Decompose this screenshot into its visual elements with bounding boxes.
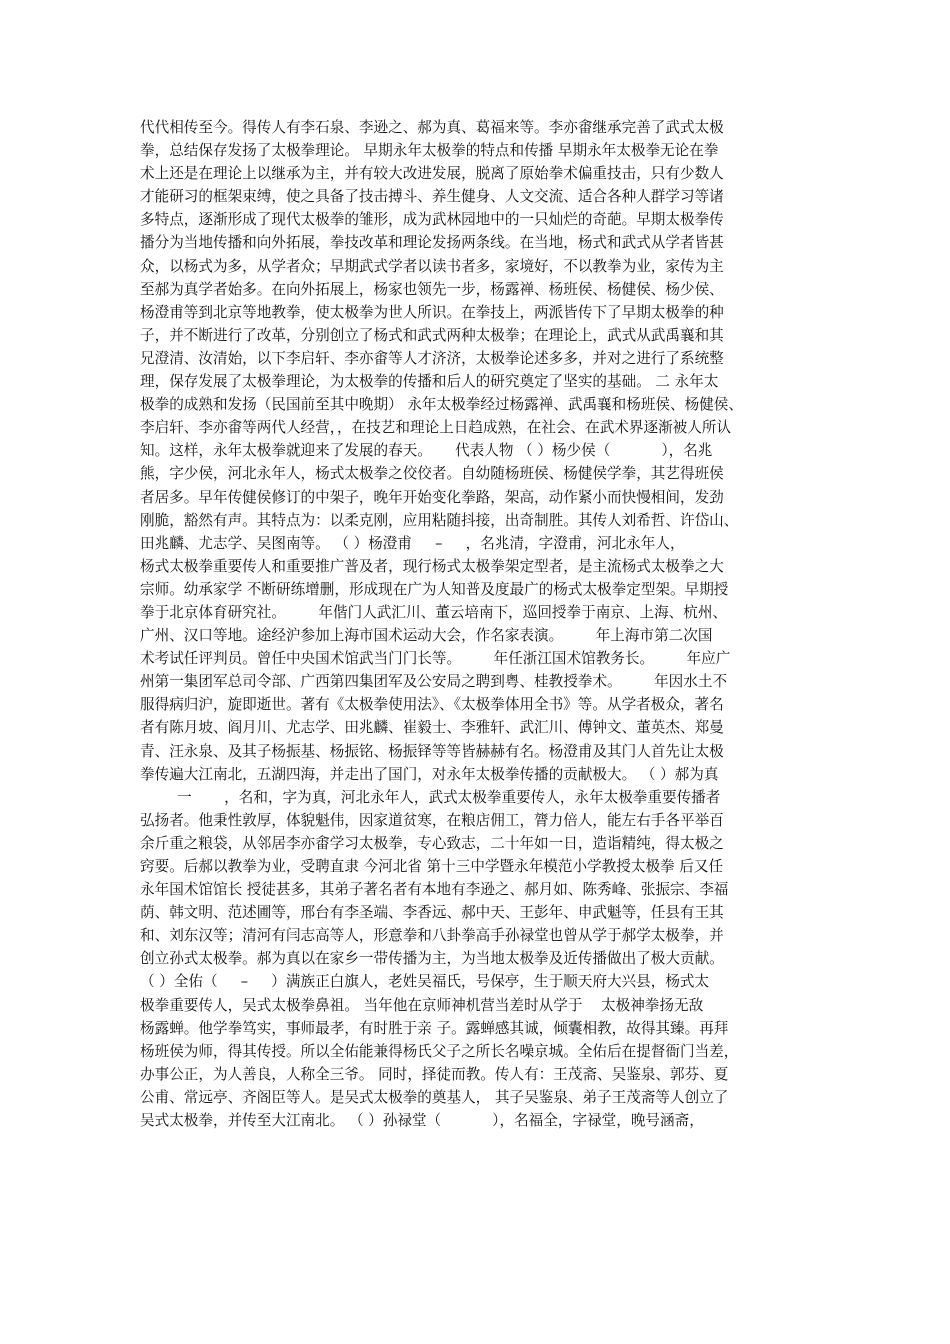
text-line: 拳，总结保存发扬了太极拳理论。 早期永年太极拳的特点和传播 早期永年太极拳无论在拳	[140, 142, 719, 160]
text-line: 永年国术馆馆长 授徒甚多，其弟子著名者有本地有李逊之、郝月如、陈秀峰、张振宗、李福	[140, 881, 729, 899]
text-line: 创立孙式太极拳。郝为真以在家乡一带传播为主，为当地太极拳及近传播做出了极大贡献。	[140, 950, 724, 968]
text-line: 拳传遍大江南北，五湖四海，并走出了国门，对永年太极拳传播的贡献极大。 （ ）郝为真	[140, 765, 719, 783]
text-line: 众，以杨式为多，从学者众；早期武式学者以读书者多，家境好，不以教拳为业，家传为主	[140, 257, 724, 275]
text-line: 者居多。早年传健侯修订的中架子，晚年开始变化拳路，架高，动作紧小而快慢相间，发劲	[140, 488, 724, 506]
text-line: 吴式太极拳，并传至大江南北。 （ ）孙禄堂（ ），名福全，字禄堂，晚号涵斋，	[140, 1112, 704, 1130]
text-line: 杨式太极拳重要传人和重要推广普及者，现行杨式太极拳架定型者，是主流杨式太极拳之大	[140, 557, 724, 575]
text-line: 播分为当地传播和向外拓展，拳技改革和理论发扬两条线。在当地，杨式和武式从学者皆甚	[140, 234, 724, 252]
text-line: 和、刘东汉等；清河有闫志高等人，形意拳和八卦拳高手孙禄堂也曾从学于郝学太极拳，并	[140, 927, 724, 945]
text-line: 术上还是在理论上以继承为主，并有较大改进发展，脱离了原始拳术偏重技击，只有少数人	[140, 165, 724, 183]
text-line: （ ）全佑（ – ）满族正白旗人，老姓吴福氏，号保亭，生于顺天府大兴县，杨式太	[140, 973, 710, 991]
text-line: 窍要。后郝以教拳为业，受聘直隶 今河北省 第十三中学暨永年模范小学教授太极拳 后又任	[140, 858, 724, 875]
text-line: 兄澄清、汝清始，以下李启轩、李亦畬等人才济济，太极拳论述多多，并对之进行了系统整	[140, 349, 724, 367]
text-line: 子，并不断进行了改革，分别创立了杨式和武式两种太极拳；在理论上，武式从武禹襄和其	[140, 326, 724, 344]
text-line: 知。这样，永年太极拳就迎来了发展的春天。 代表人物 （ ）杨少侯（ ），名兆	[140, 442, 713, 460]
text-line: 服得病归沪，旋即逝世。著有《太极拳使用法》、《太极拳体用全书》等。从学者极众，著名	[140, 696, 724, 714]
text-line: 办事公正，为人善良，人称全三爷。 同时，择徒而教。传人有：王茂斋、吴鉴泉、郭芬、夏	[140, 1065, 729, 1083]
text-line: 公甫、常远亭、齐阁臣等人。是吴式太极拳的奠基人， 其子吴鉴泉、弟子王茂斋等人创立了	[140, 1088, 729, 1106]
text-line: 代代相传至今。得传人有李石泉、李逊之、郝为真、葛福来等。李亦畬继承完善了武式太极	[140, 119, 724, 136]
text-line: 广州、汉口等地。途经沪参加上海市国术运动大会，作名家表演。 年上海市第二次国	[140, 627, 713, 645]
text-line: 李启轩、李亦畬等两代人经营，，在技艺和理论上日趋成熟，在社会、在武术界逐渐被人所认	[140, 419, 732, 437]
text-line: 余斤重之粮袋，从邻居李亦畬学习太极拳，专心致志，二十年如一日，造诣精纯，得太极之	[140, 834, 724, 852]
text-line: 至郝为真学者始多。在向外拓展上，杨家也领先一步，杨露禅、杨班侯、杨健侯、杨少侯、	[140, 280, 724, 298]
text-line: 杨露蝉。他学拳笃实，事师最孝，有时胜于亲 子。露蝉感其诚，倾囊相教，故得其臻。再拜	[140, 1019, 729, 1037]
text-line: 荫、韩文明、范述圃等，邢台有李圣端、李香远、郝中天、王彭年、申武魁等，任县有王其	[140, 904, 724, 922]
text-line: 多特点，逐渐形成了现代太极拳的雏形，成为武林园地中的一只灿烂的奇葩。早期太极拳传	[140, 211, 724, 229]
text-line: 极拳重要传人，吴式太极拳鼻祖。 当年他在京师神机营当差时从学于 太极神拳扬无敌	[140, 996, 704, 1014]
text-line: 拳于北京体育研究社。 年偕门人武汇川、董云培南下，巡回授拳于南京、上海、杭州、	[140, 603, 728, 621]
text-line: 宗师。幼承家学 不断研练增删，形成现在广为人知普及度最广的杨式太极拳定型架。早期授	[140, 580, 729, 598]
text-line: 术考试任评判员。曾任中央国术馆武当门门长等。 年任浙江国术馆教务长。 年应广	[140, 650, 731, 668]
text-line: 田兆麟、尤志学、吴图南等。 （ ）杨澄甫 – ，名兆清，字澄甫，河北永年人，	[140, 534, 685, 552]
text-line: 极拳的成熟和发扬（民国前至其中晚期） 永年太极拳经过杨露禅、武禹襄和杨班侯、杨健侯、	[140, 396, 743, 414]
text-line: 者有陈月坡、阎月川、尤志学、田兆麟、崔毅士、李雅轩、武汇川、傅钟文、董英杰、郑曼	[140, 719, 724, 737]
text-line: 青、汪永泉、及其子杨振基、杨振铭、杨振铎等等皆赫赫有名。杨澄甫及其门人首先让太极	[140, 742, 724, 760]
text-line: 弘扬者。他秉性敦厚，体貌魁伟，因家道贫寒，在粮店佣工，膂力倍人，能左右手各平举百	[140, 811, 724, 829]
body-text	[140, 116, 820, 1132]
text-line: 杨澄甫等到北京等地教拳，使太极拳为世人所识。在拳技上，两派皆传下了早期太极拳的种	[140, 303, 724, 321]
text-line: 才能研习的框架束缚，使之具备了技击搏斗、养生健身、人文交流、适合各种人群学习等诸	[140, 188, 724, 206]
text-line: 一 ，名和，字为真，河北永年人，武式太极拳重要传人，永年太极拳重要传播者	[140, 788, 721, 806]
text-line: 州第一集团军总司令部、广西第四集团军及公安局之聘到粤、桂教授拳术。 年因水土不	[140, 673, 728, 691]
text-line: 刚脆，豁然有声。其特点为：以柔克刚，应用粘随抖接，出奇制胜。其传人刘希哲、许岱山、	[140, 511, 739, 529]
text-line: 杨班侯为师，得其传授。所以全佑能兼得杨氏父子之所长名噪京城。全佑后在提督衙门当差，	[140, 1042, 739, 1060]
text-line: 熊，字少侯，河北永年人，杨式太极拳之佼佼者。自幼随杨班侯、杨健侯学拳，其艺得班侯	[140, 465, 724, 483]
text-line: 理，保存发展了太极拳理论，为太极拳的传播和后人的研究奠定了坚实的基础。 二 永年太	[140, 373, 719, 391]
